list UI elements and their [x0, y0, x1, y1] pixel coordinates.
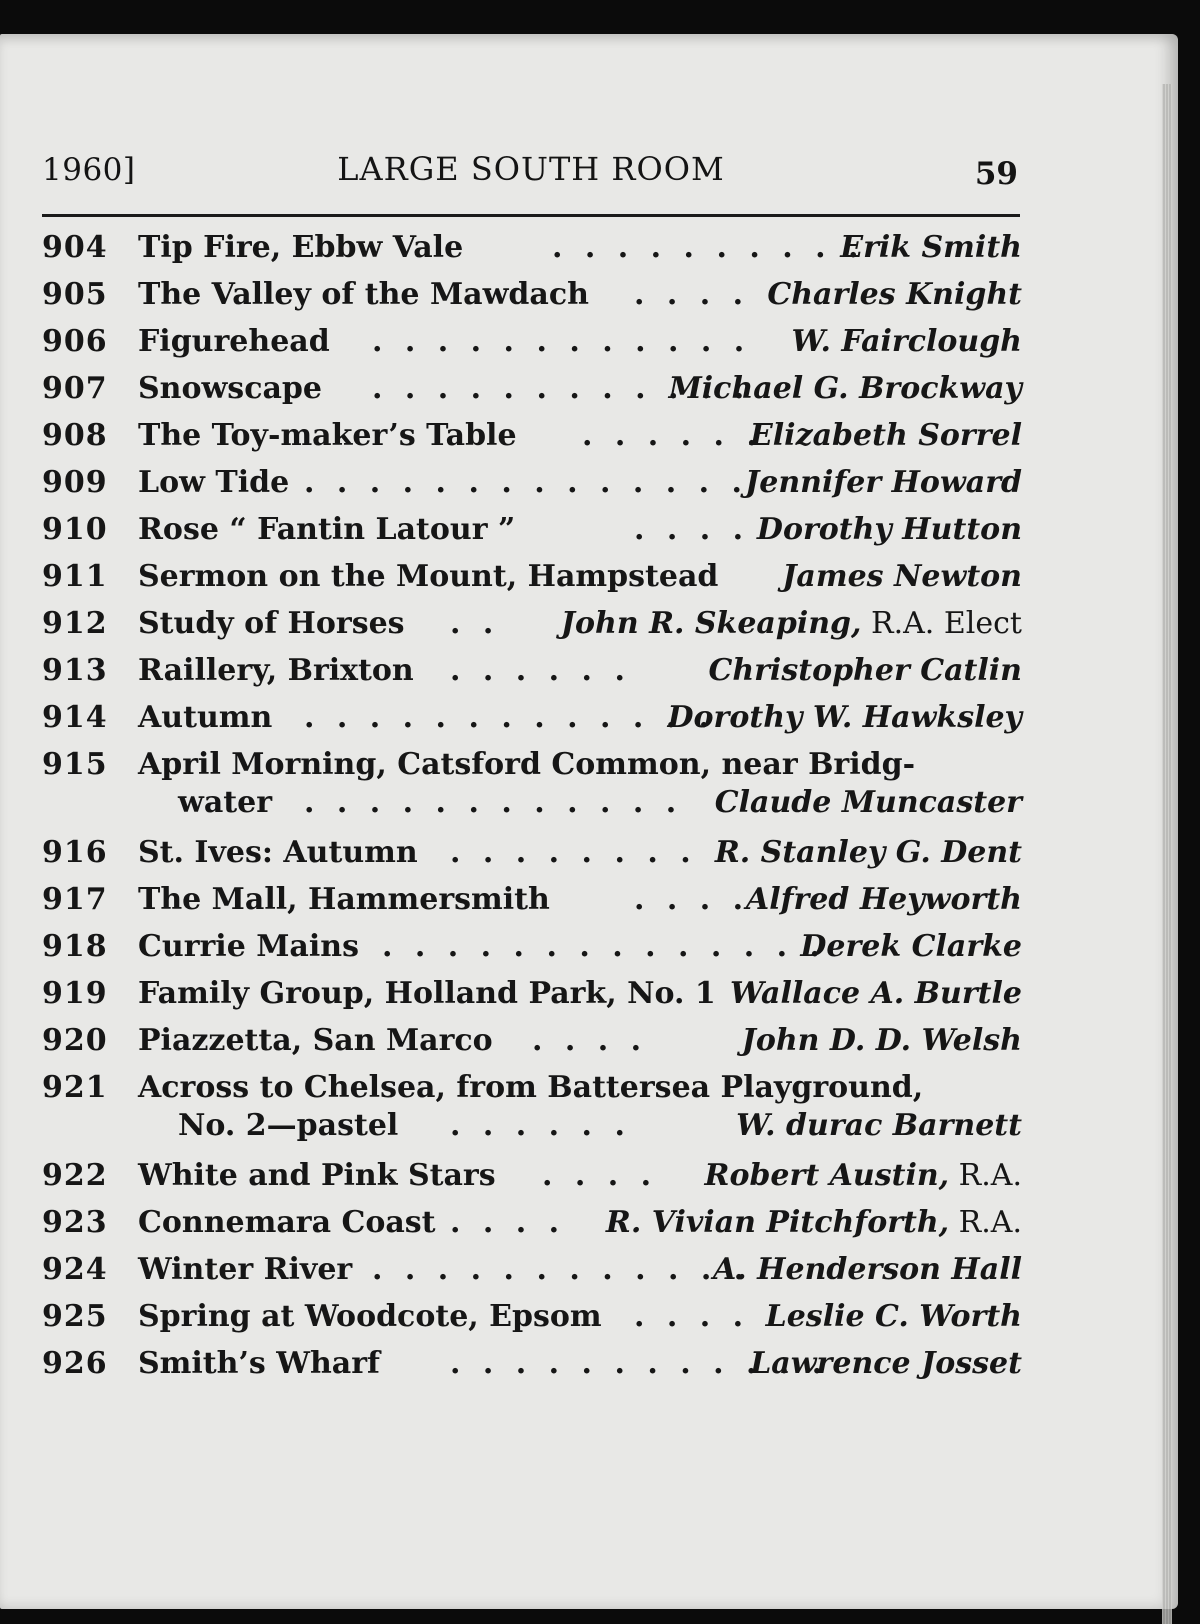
artist-name: Lawrence Josset — [750, 1346, 1022, 1381]
entry-number: 905 — [42, 277, 108, 312]
entry-title: Snowscape — [138, 371, 322, 406]
dot-leader: . . . . . . . . . . . . — [372, 371, 751, 406]
dot-leader: . . . . — [634, 512, 750, 547]
header-rule — [42, 214, 1020, 217]
entry-title: Winter River — [138, 1252, 353, 1287]
entry-906 — [42, 320, 1022, 367]
entry-918 — [42, 925, 1022, 972]
dot-leader: . . . . . . . . . . . . — [372, 1252, 751, 1287]
entry-914 — [42, 696, 1022, 743]
artist-name: Alfred Heyworth — [745, 882, 1022, 917]
entry-915 — [42, 743, 1022, 831]
artist-name: W. durac Barnett — [736, 1108, 1022, 1143]
entry-905 — [42, 273, 1022, 320]
entry-title: Rose “ Fantin Latour ” — [138, 512, 516, 547]
entry-artist — [668, 700, 1023, 735]
dot-leader: . . . . . . — [450, 653, 631, 688]
entry-artist — [745, 465, 1022, 500]
dot-leader: . . . . — [542, 1158, 658, 1193]
dot-leader: . . . . . . . . . . . . . . — [304, 465, 748, 500]
entry-artist — [800, 929, 1022, 964]
entry-number: 925 — [42, 1299, 108, 1334]
dot-leader: . . . . . . . . — [450, 835, 697, 870]
entry-number: 914 — [42, 700, 108, 735]
dot-leader: . . — [450, 606, 500, 641]
entry-title: Figurehead — [138, 324, 330, 359]
entry-number: 916 — [42, 835, 108, 870]
entry-artist — [669, 371, 1022, 406]
entry-artist — [736, 1108, 1022, 1143]
dot-leader: . . . . — [634, 882, 750, 917]
entry-925 — [42, 1295, 1022, 1342]
entry-artist — [840, 230, 1022, 265]
artist-suffix: R.A. Elect — [861, 606, 1022, 641]
entry-916 — [42, 831, 1022, 878]
entry-artist — [708, 653, 1022, 688]
artist-suffix: R.A. — [949, 1158, 1022, 1193]
dot-leader: . . . . . . . . . . . . — [372, 324, 751, 359]
entry-number: 911 — [42, 559, 108, 594]
dot-leader: . . . . . . . . . . . . — [304, 785, 683, 820]
entry-number: 909 — [42, 465, 108, 500]
entry-title: Raillery, Brixton — [138, 653, 414, 688]
header-year: 1960] — [42, 152, 136, 188]
artist-name: Elizabeth Sorrel — [749, 418, 1022, 453]
entry-911 — [42, 555, 1022, 602]
entry-artist — [766, 1299, 1022, 1334]
dot-leader: . . . . . . — [582, 418, 763, 453]
dot-leader: . . . . . . . . . . . . . . — [382, 929, 826, 964]
entry-910 — [42, 508, 1022, 555]
artist-name: A. Henderson Hall — [712, 1252, 1022, 1287]
entry-title: Across to Chelsea, from Battersea Playground, — [138, 1070, 924, 1105]
entry-title: The Toy-maker’s Table — [138, 418, 517, 453]
entry-artist — [705, 1158, 1022, 1193]
entry-title: St. Ives: Autumn — [138, 835, 418, 870]
page-number: 59 — [974, 156, 1018, 192]
entry-number: 904 — [42, 230, 108, 265]
entry-number: 924 — [42, 1252, 108, 1287]
entry-922 — [42, 1154, 1022, 1201]
entry-title-continued: water — [178, 785, 273, 820]
entry-919 — [42, 972, 1022, 1019]
dot-leader: . . . . — [634, 277, 750, 312]
entry-artist — [713, 1252, 1022, 1287]
artist-name: Erik Smith — [840, 230, 1022, 265]
dot-leader: . . . . — [450, 1205, 566, 1240]
entry-number: 920 — [42, 1023, 108, 1058]
entry-title: Connemara Coast — [138, 1205, 436, 1240]
artist-name: James Newton — [782, 559, 1022, 594]
entry-number: 915 — [42, 747, 108, 782]
entry-number: 917 — [42, 882, 108, 917]
entry-title: The Mall, Hammersmith — [138, 882, 550, 917]
dot-leader: . . . . — [532, 1023, 648, 1058]
entry-title: Tip Fire, Ebbw Vale — [138, 230, 464, 265]
entry-926 — [42, 1342, 1022, 1389]
entry-924 — [42, 1248, 1022, 1295]
entry-artist — [715, 785, 1022, 820]
entry-number: 906 — [42, 324, 108, 359]
entry-number: 926 — [42, 1346, 108, 1381]
entry-number: 912 — [42, 606, 108, 641]
entry-920 — [42, 1019, 1022, 1066]
entry-912 — [42, 602, 1022, 649]
artist-name: Leslie C. Worth — [765, 1299, 1022, 1334]
entry-artist — [767, 277, 1022, 312]
entry-title: April Morning, Catsford Common, near Bridg- — [138, 747, 916, 782]
entry-921 — [42, 1066, 1022, 1154]
entry-number: 919 — [42, 976, 108, 1011]
entry-artist — [782, 559, 1022, 594]
artist-name: Wallace A. Burtle — [729, 976, 1022, 1011]
entry-904 — [42, 226, 1022, 273]
entry-list — [42, 226, 1022, 1389]
entry-artist — [606, 1205, 1022, 1240]
entry-917 — [42, 878, 1022, 925]
entry-909 — [42, 461, 1022, 508]
entry-number: 918 — [42, 929, 108, 964]
page-edge — [1162, 84, 1172, 1624]
entry-907 — [42, 367, 1022, 414]
artist-name: Jennifer Howard — [745, 465, 1022, 500]
artist-name: Dorothy W. Hawksley — [667, 700, 1022, 735]
entry-artist — [750, 418, 1022, 453]
entry-title: Family Group, Holland Park, No. 1 — [138, 976, 716, 1011]
entry-number: 913 — [42, 653, 108, 688]
entry-artist — [715, 835, 1022, 870]
page-header — [42, 150, 1020, 196]
artist-name: Charles Knight — [767, 277, 1022, 312]
artist-name: Derek Clarke — [800, 929, 1022, 964]
artist-name: R. Vivian Pitchforth, — [605, 1205, 950, 1240]
artist-name: W. Fairclough — [791, 324, 1022, 359]
entry-artist — [757, 512, 1022, 547]
entry-title: Smith’s Wharf — [138, 1346, 380, 1381]
dot-leader: . . . . — [634, 1299, 750, 1334]
room-title: LARGE SOUTH ROOM — [337, 150, 725, 188]
entry-number: 922 — [42, 1158, 108, 1193]
artist-name: Christopher Catlin — [708, 653, 1022, 688]
dot-leader: . . . . . . . . . . . . — [450, 1346, 829, 1381]
entry-title: Spring at Woodcote, Epsom — [138, 1299, 602, 1334]
artist-name: Claude Muncaster — [714, 785, 1022, 820]
artist-name: Michael G. Brockway — [668, 371, 1022, 406]
dot-leader: . . . . . . . . . . — [552, 230, 865, 265]
entry-923 — [42, 1201, 1022, 1248]
entry-artist — [730, 976, 1022, 1011]
entry-title: White and Pink Stars — [138, 1158, 496, 1193]
entry-title: Currie Mains — [138, 929, 359, 964]
artist-name: Dorothy Hutton — [756, 512, 1022, 547]
entry-title: Piazzetta, San Marco — [138, 1023, 493, 1058]
entry-title: Study of Horses — [138, 606, 405, 641]
entry-913 — [42, 649, 1022, 696]
entry-artist — [742, 1023, 1022, 1058]
entry-number: 907 — [42, 371, 108, 406]
entry-artist — [792, 324, 1022, 359]
entry-artist — [750, 1346, 1022, 1381]
entry-number: 910 — [42, 512, 108, 547]
entry-title: The Valley of the Mawdach — [138, 277, 589, 312]
entry-title: Sermon on the Mount, Hampstead — [138, 559, 719, 594]
entry-title: Low Tide — [138, 465, 290, 500]
entry-number: 921 — [42, 1070, 108, 1105]
artist-name: John D. D. Welsh — [741, 1023, 1022, 1058]
entry-artist — [561, 606, 1022, 641]
artist-name: R. Stanley G. Dent — [714, 835, 1022, 870]
artist-name: Robert Austin, — [704, 1158, 950, 1193]
dot-leader: . . . . . . . . . . . . . — [304, 700, 716, 735]
artist-suffix: R.A. — [949, 1205, 1022, 1240]
entry-title-continued: No. 2—pastel — [178, 1108, 399, 1143]
artist-name: John R. Skeaping, — [560, 606, 862, 641]
entry-908 — [42, 414, 1022, 461]
dot-leader: . . . . . . — [450, 1108, 631, 1143]
entry-number: 923 — [42, 1205, 108, 1240]
entry-artist — [746, 882, 1022, 917]
entry-title: Autumn — [138, 700, 273, 735]
entry-number: 908 — [42, 418, 108, 453]
